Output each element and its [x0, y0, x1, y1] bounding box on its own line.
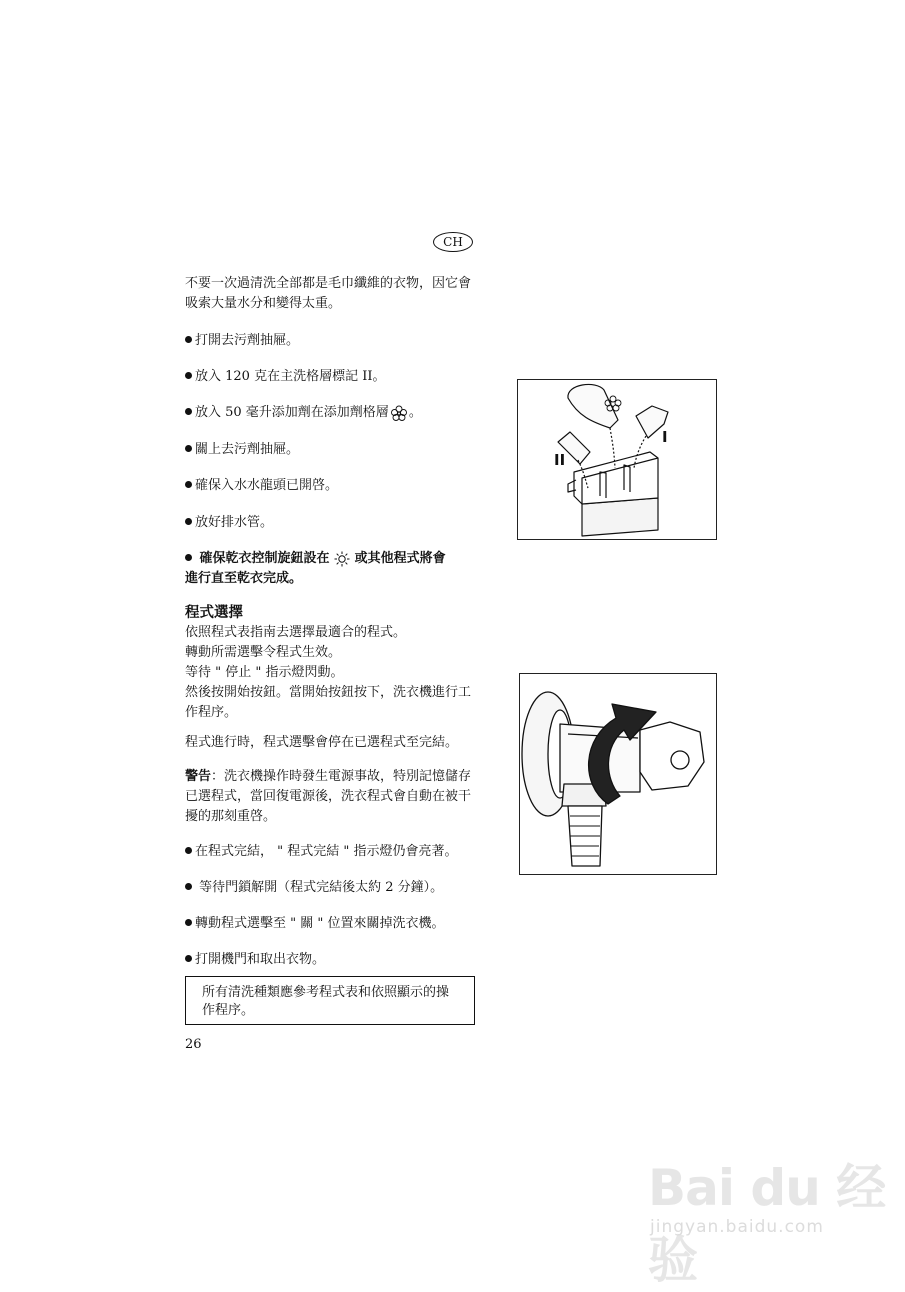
page-number: 26: [185, 1037, 202, 1052]
bullet-icon: [185, 372, 192, 379]
baidu-watermark-url: jingyan.baidu.com: [650, 1217, 824, 1237]
list-item: 放入 120 克在主洗格層標記 II。: [185, 367, 385, 387]
intro-paragraph: 不要一次過清洗全部都是毛巾纖維的衣物，因它會吸索大量水分和變得太重。: [185, 276, 472, 311]
bullet-icon: [185, 336, 192, 343]
bullet-icon: [185, 518, 192, 525]
list-item: 在程式完結， " 程式完結 " 指示燈仍會亮著。: [185, 842, 458, 862]
note-box: 所有清洗種類應參考程式表和依照顯示的操作程序。: [185, 976, 475, 1025]
bullet-icon: [185, 919, 192, 926]
water-tap-drawing: [520, 674, 716, 874]
list-item: 等待門鎖解開（程式完結後太約 2 分鐘）。: [185, 878, 443, 898]
flower-softener-icon: [390, 405, 408, 421]
list-item: 轉動程式選擊至 " 關 " 位置來關掉洗衣機。: [185, 914, 445, 934]
bullet-icon: [185, 847, 192, 854]
list-item: 打開去污劑抽屜。: [185, 331, 299, 351]
bullet-icon: [185, 554, 192, 561]
bullet-icon: [185, 955, 192, 962]
program-hold-paragraph: 程式進行時，程式選擊會停在已選程式至完結。: [185, 735, 459, 750]
bullet-icon: [185, 408, 192, 415]
bullet-icon: [185, 883, 192, 890]
list-item: 確保入水水龍頭已開啓。: [185, 476, 338, 496]
bullet-icon: [185, 481, 192, 488]
section-body: 依照程式表指南去選擇最適合的程式。 轉動所需選擊令程式生效。 等待 " 停止 " 指示燈閃動。 然後按開始按鈕。當開始按鈕按下，洗衣機進行工作程序。: [185, 625, 472, 720]
detergent-drawer-drawing: [518, 380, 716, 539]
bullet-icon: [185, 445, 192, 452]
list-item: 關上去污劑抽屜。: [185, 440, 299, 460]
prewash-label: I: [662, 428, 668, 446]
detergent-drawer-illustration: [517, 379, 717, 540]
baidu-watermark-logo: Bai du 经验: [648, 1159, 886, 1289]
list-item: 放入 50 毫升添加劑在添加劑格層 。: [185, 403, 422, 423]
dry-knob-warning: 確保乾衣控制旋鈕設在 或其他程式將會 進行直至乾衣完成。: [185, 551, 446, 586]
language-badge: CH: [433, 232, 473, 252]
list-item: 放好排水管。: [185, 513, 273, 533]
warning-paragraph: 警告：洗衣機操作時發生電源事故，特別記憶儲存已選程式，當回復電源後，洗衣程式會自動在被干擾的那刻重啓。: [185, 769, 472, 824]
water-tap-illustration: [519, 673, 717, 875]
section-heading: 程式選擇: [185, 605, 243, 621]
sun-dry-icon: [334, 551, 350, 567]
list-item: 打開機門和取出衣物。: [185, 950, 325, 970]
main-wash-label: II: [554, 451, 566, 469]
